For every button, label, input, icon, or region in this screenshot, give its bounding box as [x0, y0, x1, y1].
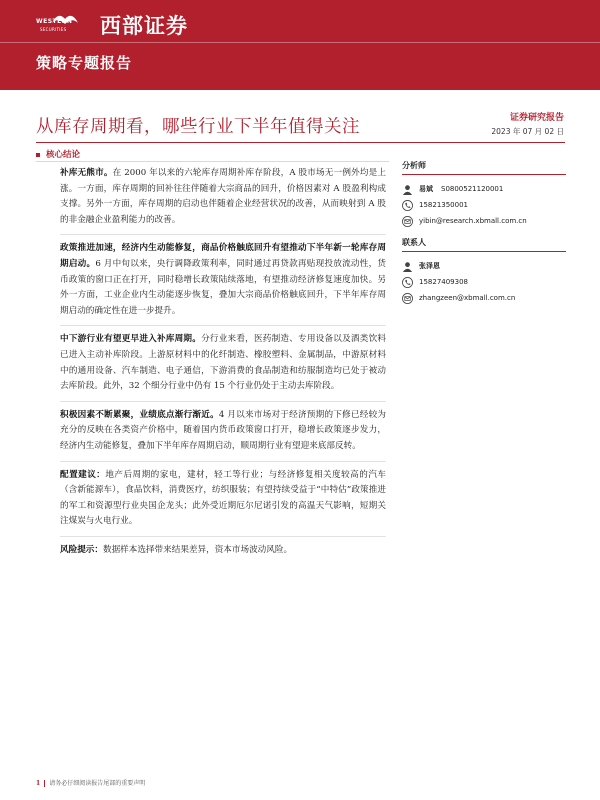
- paragraph-text: 分行业来看，医药制造、专用设备以及酒类饮料已进入主动补库阶段。上游原材料中的化纤制造、橡胶塑料、金属制品，中游原材料中的通用设备、汽车制造、电子通信，下游消费的食品制造和纺服制造均已处于被动去库阶段。此外，32 个细分行业中仍有 15 个行业仍处于主动去库阶段。: [60, 334, 386, 392]
- contact-name-row: [402, 258, 566, 274]
- page-footer: [36, 778, 145, 787]
- analyst-email-row[interactable]: [402, 213, 566, 229]
- report-type: 策略专题报告: [36, 54, 133, 72]
- footer-note: 请务必仔细阅读报告尾部的重要声明: [49, 780, 146, 787]
- paragraph-lead: 中下游行业有望更早进入补库周期。: [60, 334, 202, 345]
- contact-phone-row: [402, 274, 566, 290]
- paragraph-lead: 风险提示：: [60, 544, 103, 555]
- paragraph-text: 在 2000 年以来的六轮库存周期补库存阶段，A 股市场无一例外均是上涨。一方面，库存周期的回补往往伴随着大宗商品的回升，价格因素对 A 股盈利构成支撑。另外一方面，库存周期的启动也伴随着企业经营状况的改善，从而映射到 A 股的非金融企业盈利能力的改善。: [60, 168, 386, 225]
- paragraph-text: 4 月以来市场对于经济预期的下修已经较为充分的反映在各类资产价格中，随着国内货币政策窗口打开，稳增长政策逐步发力，经济内生动能修复，叠加下半年库存周期启动，顺周期行业有望迎来底部反转。: [60, 409, 386, 451]
- contact-phone: 15827409308: [419, 278, 468, 286]
- paragraph: [60, 241, 386, 319]
- contact-email[interactable]: zhangzeen@xbmall.com.cn: [419, 294, 516, 302]
- paragraph-text: 6 月中旬以来，央行调降政策利率，同时通过再贷款再贴现投放流动性，货币政策的窗口正在打开，同时稳增长政策陆续落地，有望推动经济修复速度加快。另外一方面，工业企业内生动能逐步恢复，叠加大宗商品价格触底回升，下半年库存周期启动的确定性在进一步提升。: [60, 258, 386, 316]
- paragraph-lead: 补库无熊市。: [60, 168, 113, 178]
- phone-icon: [402, 200, 413, 211]
- analyst-name: 易斌: [419, 184, 433, 193]
- person-icon: [402, 261, 413, 272]
- page-number: 1: [36, 780, 41, 787]
- paragraph-divider: [60, 401, 386, 402]
- section-heading: [36, 148, 80, 160]
- header-divider: [0, 42, 600, 43]
- section-heading-text: 核心结论: [46, 150, 81, 160]
- person-icon: [402, 184, 413, 195]
- paragraph-lead: 积极因素不断累聚，业绩底点渐行渐近。: [60, 409, 219, 420]
- analyst-email[interactable]: yibin@research.xbmall.com.cn: [419, 217, 527, 225]
- contact-heading: 联系人: [402, 237, 566, 252]
- contact-email-row[interactable]: [402, 290, 566, 306]
- paragraph-lead: 配置建议：: [60, 469, 106, 480]
- paragraph: [60, 166, 386, 228]
- paragraph-lead: 政策推进加速，经济内生动能修复，商品价格触底回升有望推动下半年新一轮库存周期启动。: [60, 243, 386, 269]
- logo-text-en: WESTERN: [36, 18, 73, 25]
- report-date: 2023 年 07 月 02 日: [491, 127, 564, 136]
- analyst-phone-row: [402, 197, 566, 213]
- footer-divider: [44, 780, 45, 787]
- paragraph-divider: [60, 234, 386, 235]
- report-label: 证券研究报告: [509, 113, 564, 123]
- analyst-name-row: [402, 181, 566, 197]
- paragraph: [60, 332, 386, 394]
- email-icon: [402, 216, 413, 227]
- section-divider: [36, 161, 389, 162]
- analyst-id: S0800521120001: [441, 185, 504, 193]
- paragraph-divider: [60, 325, 386, 326]
- western-securities-logo-icon: [38, 9, 92, 41]
- page-title: 从库存周期看，哪些行业下半年值得关注: [36, 117, 360, 137]
- summary-body: [60, 166, 386, 564]
- title-divider: [36, 142, 565, 143]
- paragraph: [60, 408, 386, 455]
- paragraph-text: 数据样本选择带来结果差异，资本市场波动风险。: [102, 544, 293, 555]
- author-sidebar: [402, 160, 566, 306]
- paragraph-divider: [60, 536, 386, 537]
- paragraph-text: 地产后周期的家电，建材，轻工等行业；与经济修复相关度较高的汽车（含新能源车），食品饮料，消费医疗，纺织服装；有望持续受益于“中特估”政策推进的军工和资源型行业央国企龙头；此外受近期厄尔尼诺引发的高温天气影响，短期关注煤炭与火电行业。: [60, 469, 386, 527]
- paragraph: [60, 543, 386, 559]
- logo-text-cn: 西部证券: [100, 14, 188, 38]
- contact-name: 张泽恩: [419, 261, 440, 270]
- email-icon: [402, 293, 413, 304]
- logo-text-en-sub: SECURITIES: [40, 27, 67, 32]
- analyst-phone: 15821350001: [419, 201, 468, 209]
- bullet-square-icon: [36, 153, 40, 157]
- header-banner: [0, 0, 600, 90]
- phone-icon: [402, 277, 413, 288]
- paragraph-divider: [60, 461, 386, 462]
- analyst-heading: 分析师: [402, 160, 566, 175]
- paragraph: [60, 468, 386, 530]
